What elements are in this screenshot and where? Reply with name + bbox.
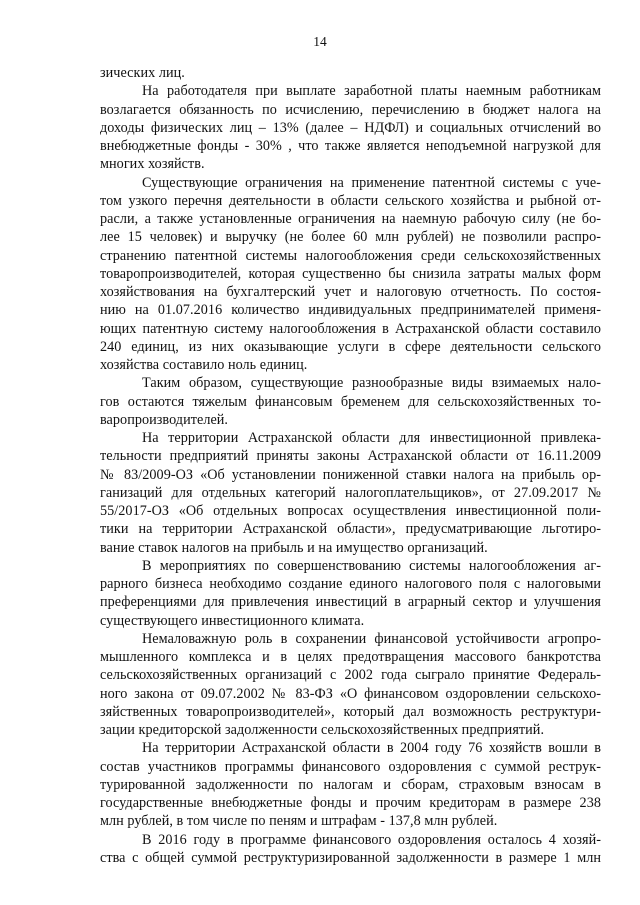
text-line: том узкого перечня деятельности в области сельского хозяйства и рыбной от-	[100, 192, 601, 209]
text-line: тельности предприятий приняты законы Астраханской области от 16.11.2009	[100, 448, 601, 465]
text-line: Существующие ограничения на применение патентной системы с уче-	[142, 174, 601, 191]
text-line: многих хозяйств.	[100, 156, 205, 173]
text-line: Таким образом, существующие разнообразные виды взимаемых нало-	[142, 375, 601, 392]
text-line: ющих патентную систему налогообложения в Астраханской области составило	[100, 320, 601, 337]
text-line: В 2016 году в программе финансового оздоровления осталось 4 хозяй-	[142, 831, 601, 848]
text-line: На работодателя при выплате заработной платы наемным работникам	[142, 83, 601, 100]
text-line: доходы физических лиц – 13% (далее – НДФЛ) и социальных отчислений во	[100, 119, 601, 136]
text-line: существующего инвестиционного климата.	[100, 612, 365, 629]
text-line: государственные внебюджетные фонды и прочим кредиторам в размере 238	[100, 795, 601, 811]
text-line: преференциями для привлечения инвестиций в аграрный сектор и улучшения	[100, 594, 601, 611]
text-line: На территории Астраханской области в 2004 году 76 хозяйств вошли в	[142, 740, 601, 757]
text-line: ганизаций для отдельных категорий налогоплательщиков», от 27.09.2017 №	[100, 484, 601, 501]
text-line: лее 15 человек) и выручку (не более 60 млн рублей) не позволили распро-	[100, 229, 601, 246]
text-line: ства с общей суммой реструктуризированной задолженности в размере 1 млн	[100, 849, 601, 866]
page-number: 14	[313, 34, 327, 49]
text-line: тики на территории Астраханской области», предусматривающие льготиро-	[100, 521, 601, 538]
text-line: возлагается обязанность по исчислению, перечислению в бюджет налога на	[100, 101, 601, 118]
text-line: расли, а также установленные ограничения на наемную рабочую силу (не бо-	[100, 211, 601, 227]
text-line: зяйственных товаропроизводителей», который дал возможность реструктури-	[100, 703, 601, 720]
text-line: хозяйствования на бухгалтерский учет и налоговую отчетность. По состоя-	[100, 284, 601, 300]
text-line: ного закона от 09.07.2002 № 83-ФЗ «О финансовом оздоровлении сельскохо-	[100, 685, 601, 702]
text-line: млн рублей, в том числе по пеням и штрафам - 137,8 млн рублей.	[100, 813, 498, 830]
text-line: товаропроизводителей, которая существенно бы снизила затраты малых форм	[100, 265, 601, 282]
text-line: нию на 01.07.2016 количество индивидуальных предпринимателей применя-	[100, 302, 601, 319]
text-line: зических лиц.	[100, 65, 185, 81]
text-line: варопроизводителей.	[100, 411, 229, 428]
text-line: № 83/2009-ОЗ «Об установлении пониженной ставки налога на прибыль ор-	[100, 466, 601, 483]
text-line: внебюджетные фонды - 30% , что также является неподъемной нагрузкой для	[100, 138, 601, 154]
text-line: 55/2017-ОЗ «Об отдельных вопросах осуществления инвестиционной поли-	[100, 503, 601, 519]
text-line: хозяйства составило ноль единиц.	[100, 357, 308, 373]
text-line: гов остаются тяжелым финансовым бременем для сельскохозяйственных то-	[100, 393, 601, 410]
text-line: вание ставок налогов на прибыль и на имущество организаций.	[100, 539, 488, 556]
text-line: странению патентной системы налогообложения среди сельскохозяйственных	[100, 247, 601, 264]
text-line: Немаловажную роль в сохранении финансовой устойчивости агропро-	[142, 630, 601, 647]
text-line: На территории Астраханской области для инвестиционной привлека-	[142, 430, 601, 446]
text-line: состав участников программы финансового оздоровления с суммой реструк-	[100, 758, 601, 775]
body-text	[100, 64, 601, 867]
text-line: сельскохозяйственных организаций с 2002 года сыграло принятие Федераль-	[100, 667, 601, 684]
text-line: рарного бизнеса необходимо создание единого налогового поля с налоговыми	[100, 576, 601, 592]
text-line: 240 единиц, из них оказывающие услуги в сфере деятельности сельского	[100, 338, 601, 355]
text-line: турированной задолженности по налогам и сборам, страховым взносам в	[100, 776, 601, 793]
text-line: зации кредиторской задолженности сельскохозяйственных предприятий.	[100, 722, 545, 738]
text-line: В мероприятиях по совершенствованию системы налогообложения аг-	[142, 557, 601, 574]
text-line: мышленного комплекса и в целях предотвращения массового банкротства	[100, 649, 601, 665]
